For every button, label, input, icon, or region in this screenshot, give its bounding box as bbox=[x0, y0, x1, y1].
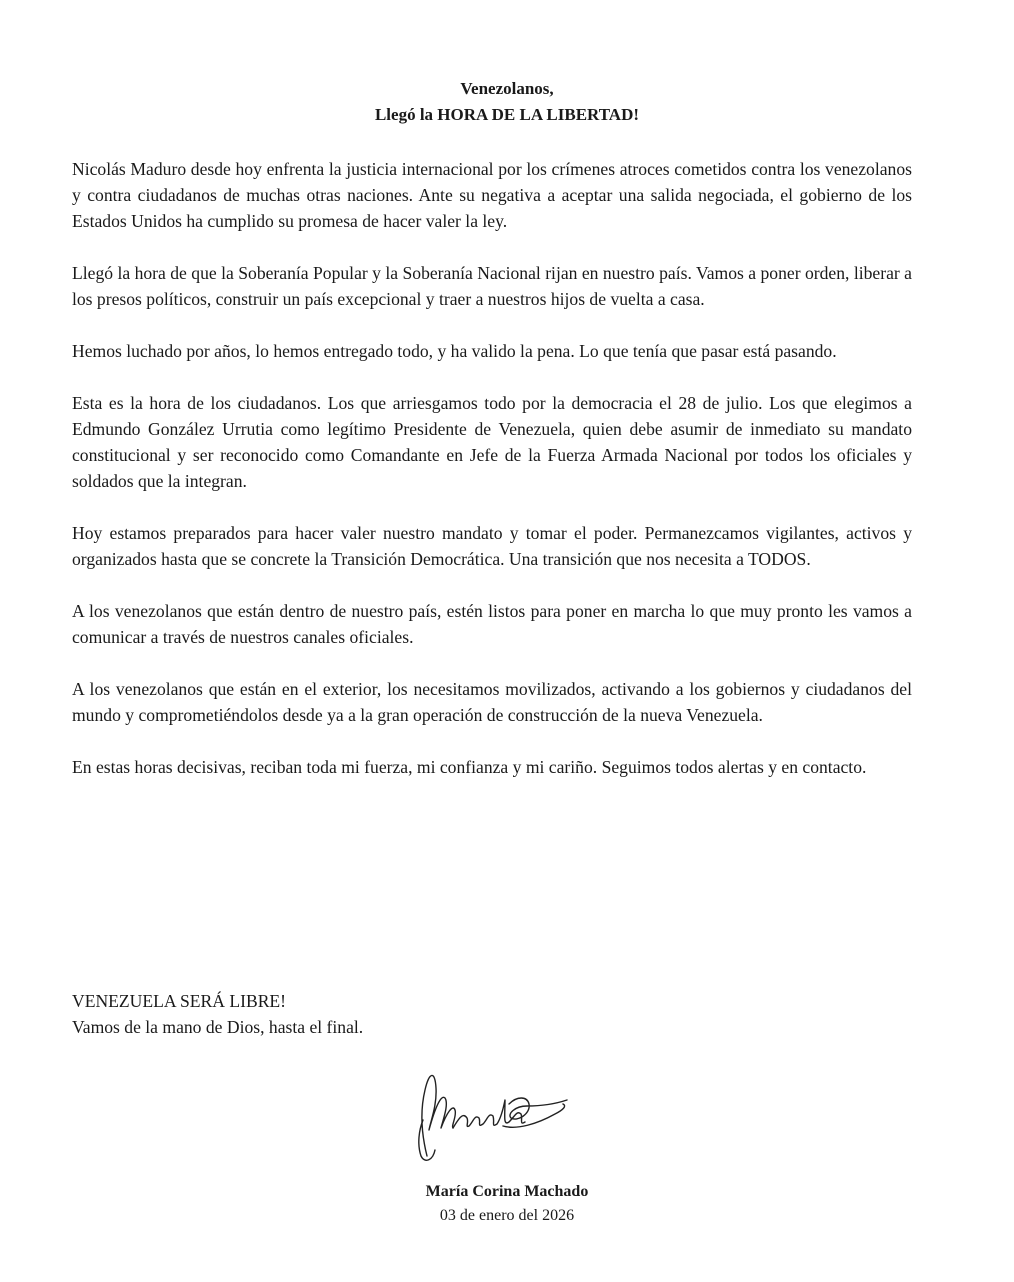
paragraph-5: Hoy estamos preparados para hacer valer nuestro mandato y tomar el poder. Permanezcamos vigilantes, activos y organizados hasta que se concrete la Transición Democrática. Una transición que nos necesita a TODOS. bbox=[72, 523, 912, 569]
paragraph-8: En estas horas decisivas, reciban toda mi fuerza, mi confianza y mi cariño. Seguimos todos alertas y en contacto. bbox=[72, 757, 867, 777]
signature-icon bbox=[405, 1060, 575, 1170]
paragraph-6: A los venezolanos que están dentro de nuestro país, estén listos para poner en marcha lo que muy pronto les vamos a comunicar a través de nuestros canales oficiales. bbox=[72, 601, 912, 647]
heading-title: Llegó la HORA DE LA LIBERTAD! bbox=[374, 105, 640, 124]
closing-line-1: VENEZUELA SERÁ LIBRE! bbox=[72, 991, 287, 1011]
closing-line-2: Vamos de la mano de Dios, hasta el final. bbox=[72, 1017, 364, 1037]
paragraph-3: Hemos luchado por años, lo hemos entregado todo, y ha valido la pena. Lo que tenía que pasar está pasando. bbox=[72, 341, 837, 361]
paragraph-1: Nicolás Maduro desde hoy enfrenta la justicia internacional por los crímenes atroces cometidos contra los venezolanos y contra ciudadanos de muchas otras naciones. Ante su negativa a aceptar una salida negociada, el gobierno de los Estados Unidos ha cumplido su promesa de hacer valer la ley. bbox=[72, 159, 912, 231]
letter-heading bbox=[0, 76, 1014, 128]
letter-closing bbox=[72, 988, 363, 1040]
paragraph-4: Esta es la hora de los ciudadanos. Los que arriesgamos todo por la democracia el 28 de julio. Los que elegimos a Edmundo González Urrutia como legítimo Presidente de Venezuela, quien debe asumir de inmediato su mandato constitucional y ser reconocido como Comandante en Jefe de la Fuerza Armada Nacional por todos los oficiales y soldados que la integran. bbox=[72, 393, 912, 491]
signer-name: María Corina Machado bbox=[425, 1183, 589, 1200]
heading-greeting: Venezolanos, bbox=[460, 79, 554, 98]
letter-date: 03 de enero del 2026 bbox=[439, 1207, 575, 1224]
paragraph-2: Llegó la hora de que la Soberanía Popular y la Soberanía Nacional rijan en nuestro país. Vamos a poner orden, liberar a los presos políticos, construir un país excepcional y traer a nuestros hijos de vuelta a casa. bbox=[72, 263, 912, 309]
letter-body bbox=[72, 156, 912, 780]
paragraph-7: A los venezolanos que están en el exterior, los necesitamos movilizados, activando a los gobiernos y ciudadanos del mundo y comprometiéndolos desde ya a la gran operación de construcción de la nueva Venezuela. bbox=[72, 679, 912, 725]
signature-block bbox=[0, 1180, 1014, 1228]
